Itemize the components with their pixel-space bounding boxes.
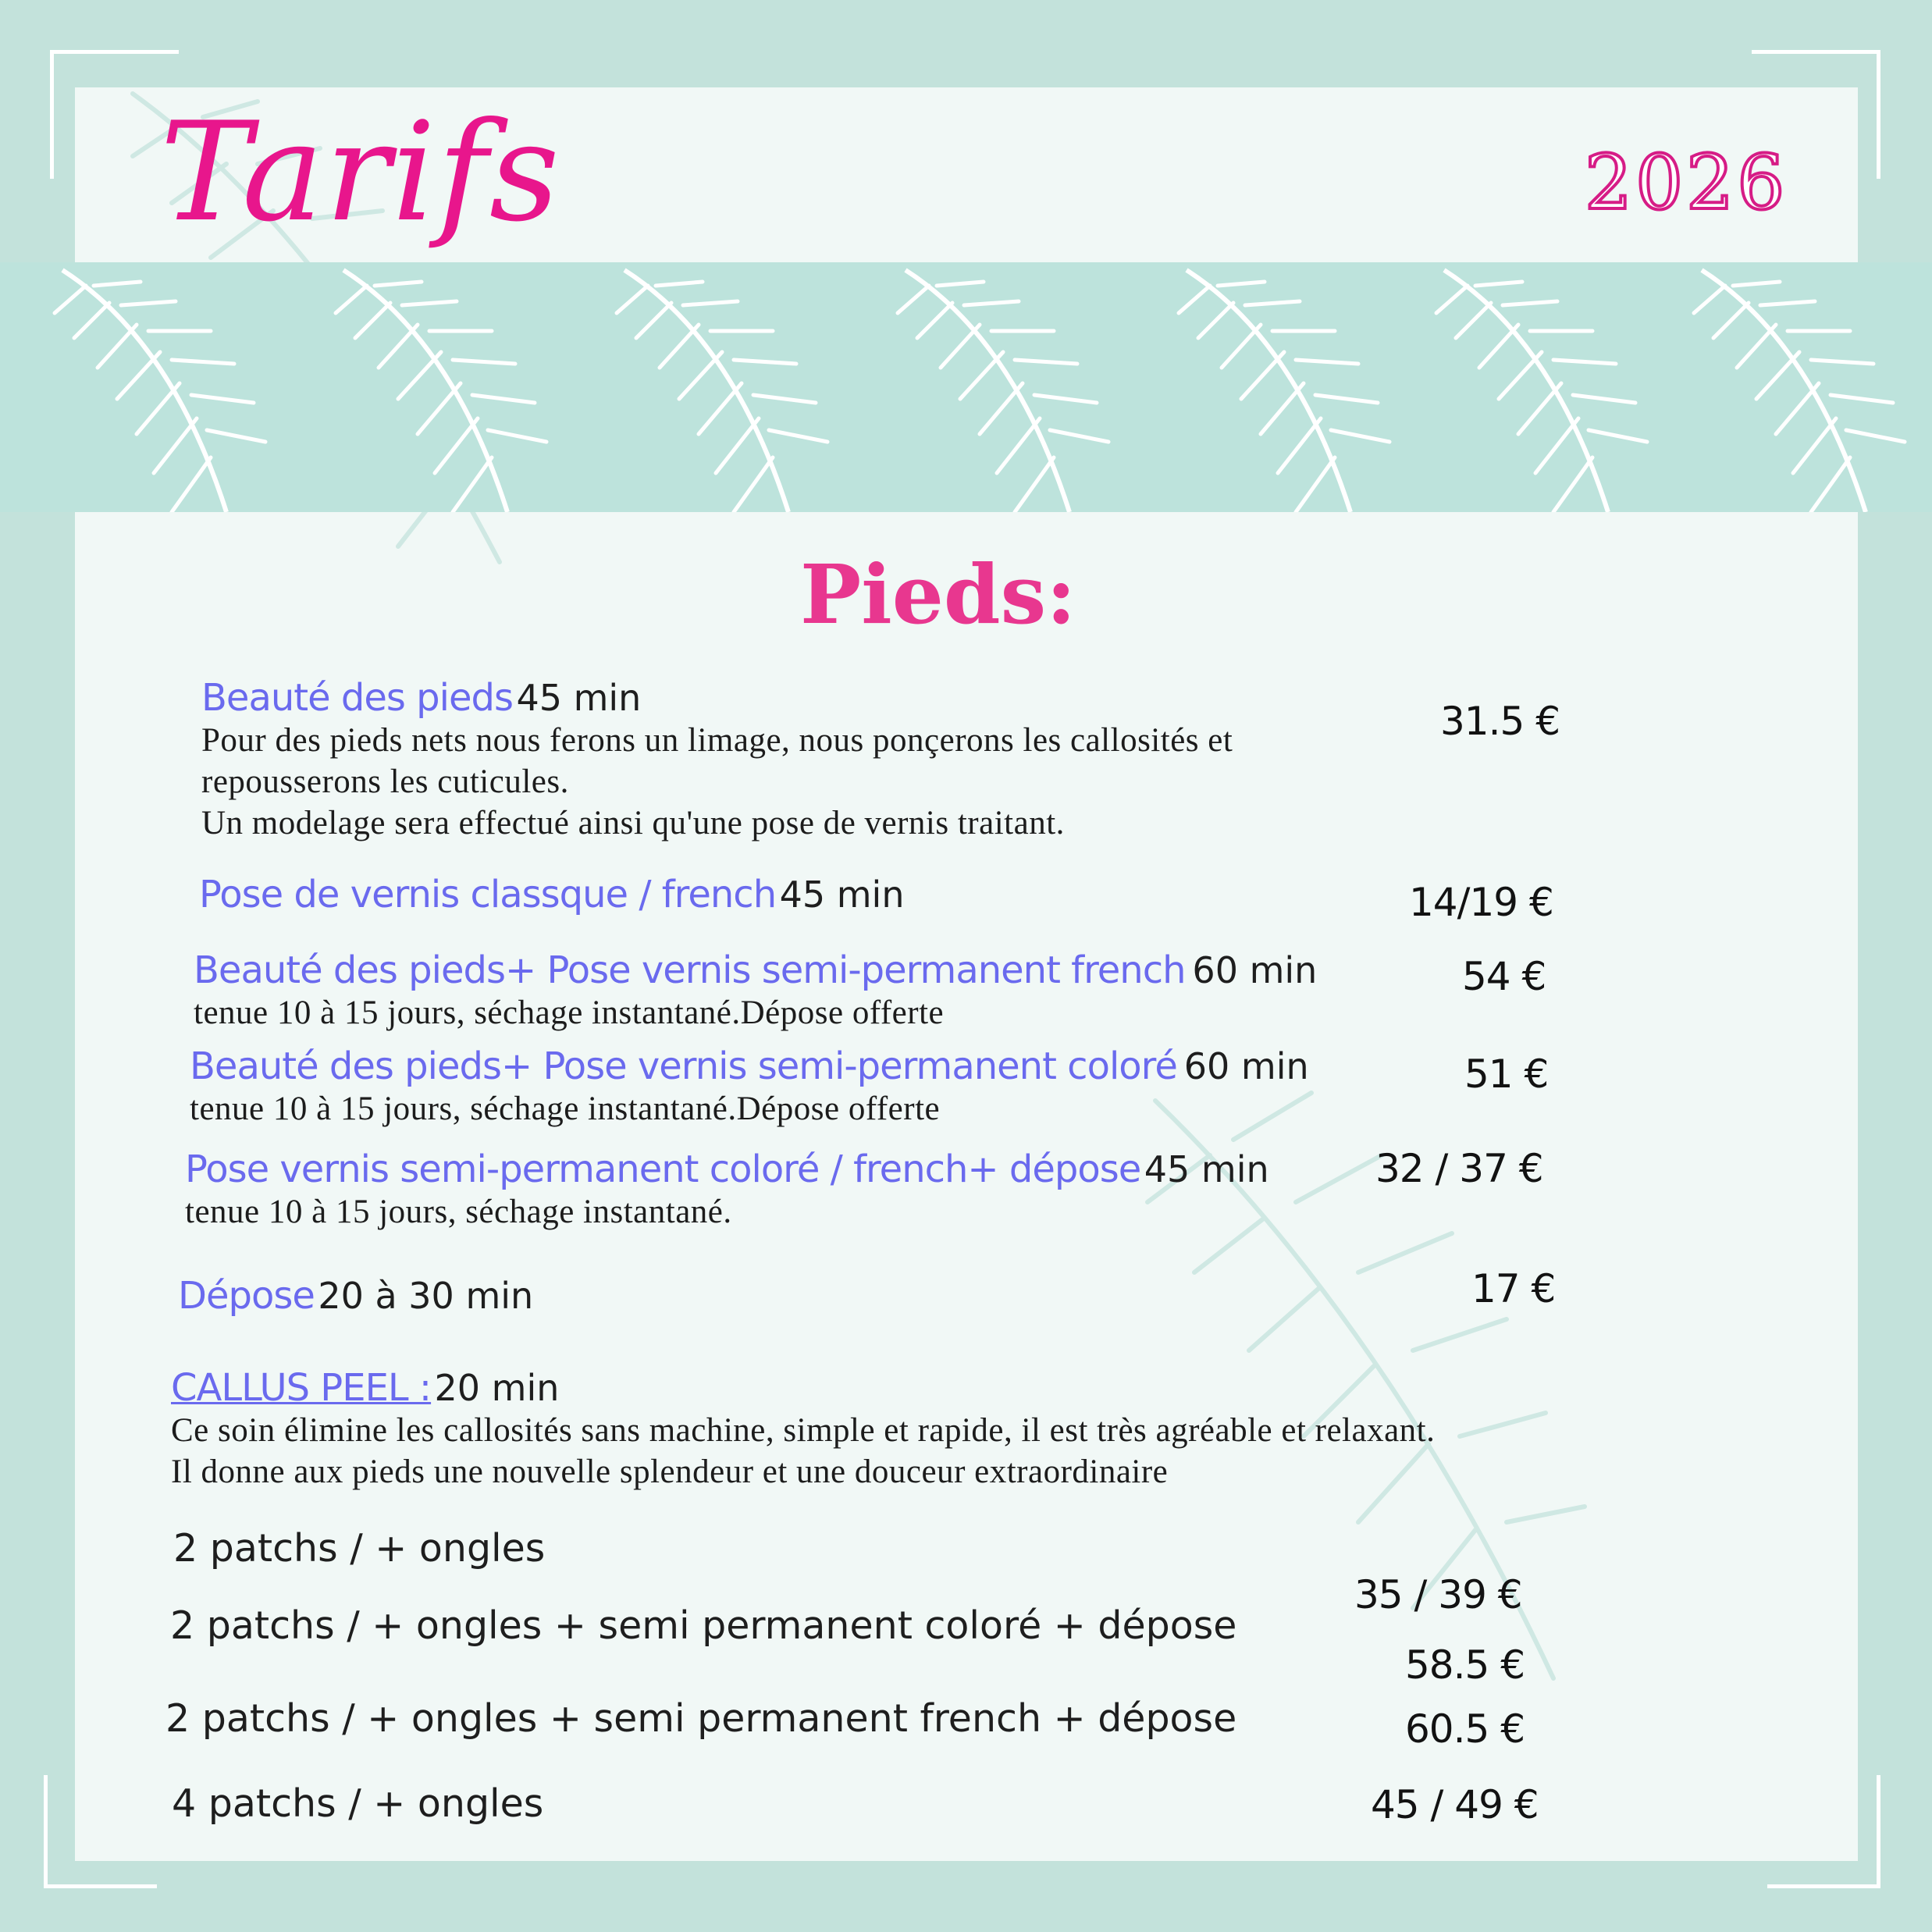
service-name: Pose vernis semi-permanent coloré / french+ dépose <box>185 1147 1141 1191</box>
service-name: Beauté des pieds <box>201 676 513 720</box>
service-duration: 20 min <box>434 1367 560 1409</box>
service-duration: 20 à 30 min <box>318 1275 534 1317</box>
service-description: tenue 10 à 15 jours, séchage instantané.Dépose offerte <box>190 1091 941 1127</box>
service-name: Beauté des pieds+ Pose vernis semi-permanent french <box>194 948 1186 992</box>
callus-option: 4 patchs / + ongles <box>172 1781 544 1826</box>
service-name: Beauté des pieds+ Pose vernis semi-permanent coloré <box>190 1044 1177 1088</box>
service-description: tenue 10 à 15 jours, séchage instantané. <box>185 1194 732 1230</box>
service-duration: 45 min <box>516 677 642 719</box>
callus-option: 2 patchs / + ongles + semi permanent french + dépose <box>165 1696 1237 1741</box>
service-price: 14/19 € <box>1409 880 1553 925</box>
service-price: 32 / 37 € <box>1375 1146 1543 1191</box>
corner-frame-bottom-right <box>1767 1775 1880 1888</box>
service-item <box>185 1147 1269 1233</box>
service-description: Un modelage sera effectué ainsi qu'une pose de vernis traitant. <box>201 805 1065 841</box>
service-item <box>178 1274 533 1318</box>
service-item <box>201 676 1233 844</box>
callus-peel-section <box>171 1366 1435 1493</box>
service-duration: 60 min <box>1183 1045 1309 1087</box>
service-name: Dépose <box>178 1274 315 1318</box>
callus-option: 2 patchs / + ongles <box>173 1526 546 1571</box>
service-price: 51 € <box>1464 1051 1549 1097</box>
service-price: 31.5 € <box>1440 699 1560 744</box>
callus-peel-title: CALLUS PEEL : <box>171 1366 432 1410</box>
service-item <box>190 1044 1309 1130</box>
service-price: 17 € <box>1471 1266 1556 1311</box>
service-description: Il donne aux pieds une nouvelle splendeur et une douceur extraordinaire <box>171 1453 1169 1490</box>
corner-frame-bottom-left <box>44 1775 157 1888</box>
service-name: Pose de vernis classque / french <box>199 873 777 916</box>
section-title: Pieds: <box>800 546 1076 642</box>
callus-price: 60.5 € <box>1405 1706 1525 1752</box>
service-description: repousserons les cuticules. <box>201 763 569 800</box>
callus-price: 58.5 € <box>1405 1642 1525 1688</box>
palm-leaf-icon <box>0 262 1932 512</box>
service-description: Pour des pieds nets nous ferons un limage, nous ponçerons les callosités et <box>201 722 1233 759</box>
callus-price: 35 / 39 € <box>1354 1572 1522 1617</box>
page-title: Tarifs <box>160 94 561 252</box>
service-item <box>194 948 1317 1034</box>
service-description: Ce soin élimine les callosités sans machine, simple et rapide, il est très agréable et relaxant. <box>171 1412 1436 1449</box>
year-label: 2026 <box>1585 139 1788 226</box>
callus-option: 2 patchs / + ongles + semi permanent coloré + dépose <box>170 1603 1237 1648</box>
service-description: tenue 10 à 15 jours, séchage instantané.Dépose offerte <box>194 994 945 1031</box>
callus-price: 45 / 49 € <box>1371 1782 1539 1827</box>
leaf-band <box>0 262 1932 512</box>
service-duration: 45 min <box>1144 1148 1269 1190</box>
service-duration: 45 min <box>779 873 905 916</box>
service-price: 54 € <box>1462 954 1546 999</box>
service-item <box>199 873 904 916</box>
service-duration: 60 min <box>1192 949 1318 991</box>
